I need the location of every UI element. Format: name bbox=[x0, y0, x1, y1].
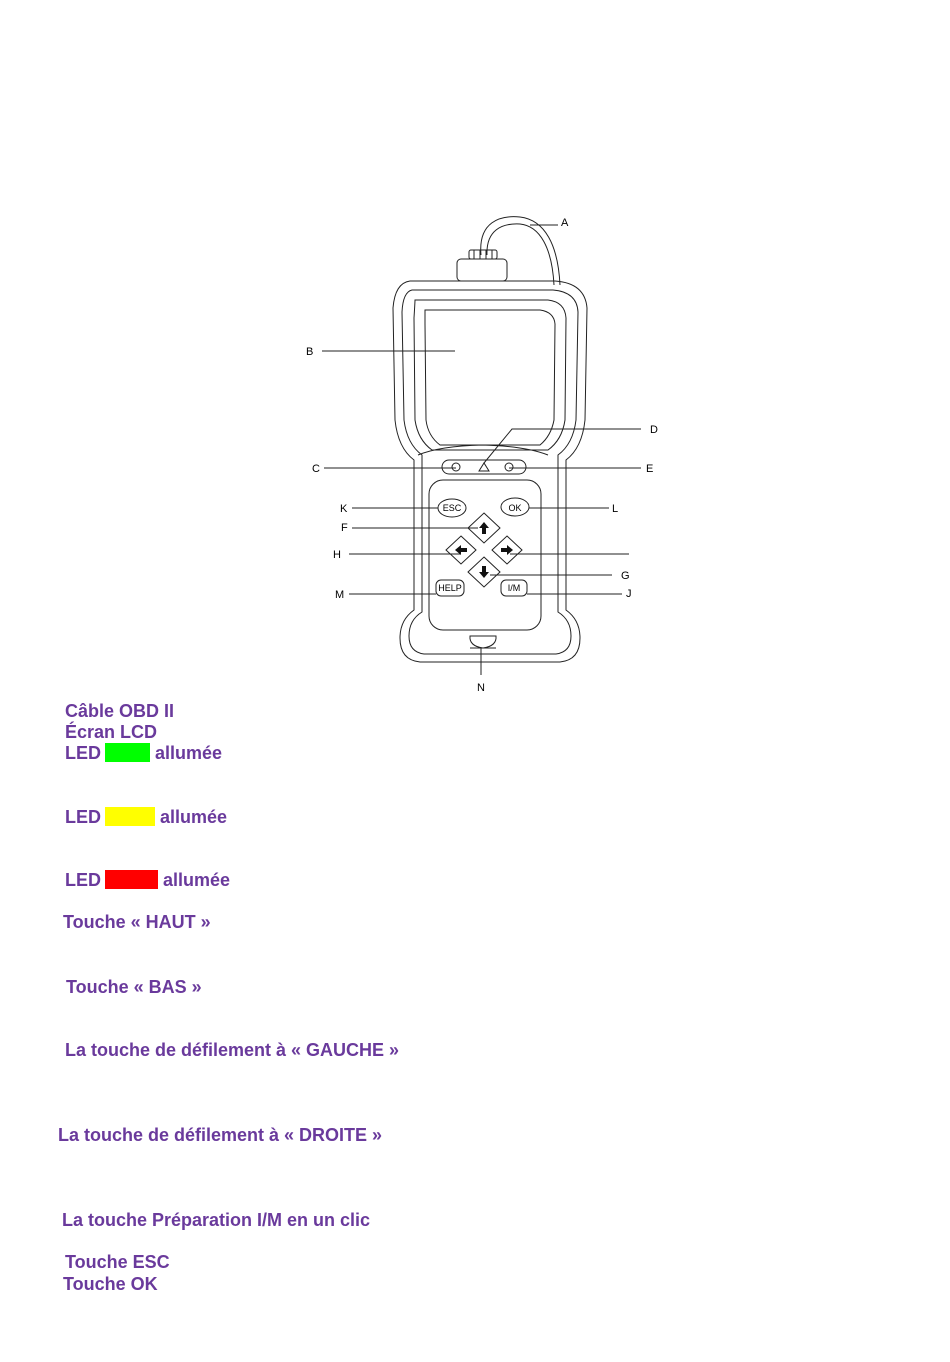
legend-left-key: La touche de défilement à « GAUCHE » bbox=[65, 1040, 400, 1060]
callout-h: H bbox=[333, 549, 341, 561]
led-red-suffix: allumée bbox=[163, 870, 231, 890]
led-green-suffix: allumée bbox=[155, 743, 223, 763]
led-green-indicator bbox=[452, 463, 460, 471]
screen-bezel bbox=[414, 300, 566, 450]
callout-c: C bbox=[312, 463, 320, 475]
cable-plug bbox=[457, 259, 507, 281]
device-body-inner bbox=[402, 290, 578, 654]
callout-m: M bbox=[335, 589, 345, 601]
legend-esc-key: Touche ESC bbox=[65, 1252, 170, 1272]
callout-n: N bbox=[477, 682, 485, 694]
help-key-label: HELP bbox=[438, 583, 462, 593]
callout-g: G bbox=[621, 570, 630, 582]
esc-key-label: ESC bbox=[442, 503, 462, 513]
led-red-swatch bbox=[105, 870, 158, 889]
im-key-label: I/M bbox=[507, 583, 521, 593]
legend-right-key: La touche de défilement à « DROITE » bbox=[58, 1125, 383, 1145]
callout-b: B bbox=[306, 346, 314, 358]
legend-down-key: Touche « BAS » bbox=[66, 977, 202, 997]
led-yellow-swatch bbox=[105, 807, 155, 826]
ok-key-label: OK bbox=[508, 503, 522, 513]
arrow-down-icon bbox=[479, 566, 489, 578]
callout-j: J bbox=[626, 588, 632, 600]
callout-k: K bbox=[340, 503, 348, 515]
led-yellow-indicator bbox=[479, 463, 489, 471]
legend-im-key: La touche Préparation I/M en un clic bbox=[62, 1210, 371, 1230]
callout-e: E bbox=[646, 463, 654, 475]
legend-ok-key: Touche OK bbox=[63, 1274, 158, 1294]
led-yellow-prefix: LED bbox=[65, 807, 101, 827]
bottom-connector bbox=[470, 636, 496, 648]
led-green-prefix: LED bbox=[65, 743, 101, 763]
callout-d: D bbox=[650, 424, 658, 436]
arrow-up-icon bbox=[479, 522, 489, 534]
legend-cable: Câble OBD II bbox=[65, 701, 175, 721]
led-red-prefix: LED bbox=[65, 870, 101, 890]
callout-a: A bbox=[561, 217, 569, 229]
led-red-indicator bbox=[505, 463, 513, 471]
legend-lcd: Écran LCD bbox=[65, 722, 158, 742]
legend-led-red bbox=[65, 869, 230, 891]
legend-up-key: Touche « HAUT » bbox=[63, 912, 211, 932]
cable-plug-top bbox=[469, 250, 497, 259]
callout-l: L bbox=[612, 503, 619, 515]
legend-led-yellow bbox=[65, 806, 227, 828]
callout-f: F bbox=[341, 522, 348, 534]
led-green-swatch bbox=[105, 743, 150, 762]
lcd-screen bbox=[425, 310, 555, 445]
led-yellow-suffix: allumée bbox=[160, 807, 228, 827]
legend-led-green bbox=[65, 742, 222, 764]
